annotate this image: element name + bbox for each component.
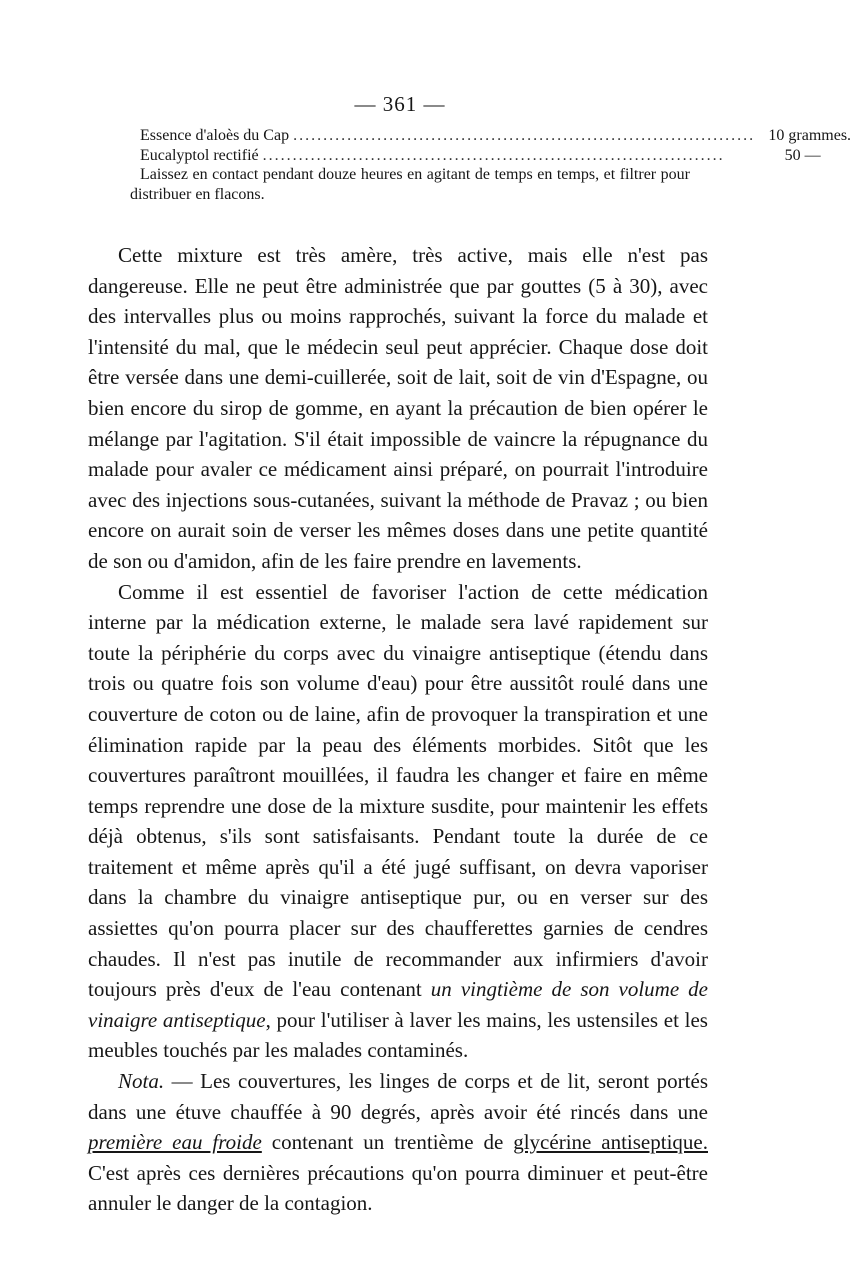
paragraph: Cette mixture est très amère, très active, mais elle n'est pas dangereuse. Elle ne peut être administrée que par gouttes (5 à 30), avec des intervalles plus ou moins rapprochés, suivant la force du malade et l'intensité du mal, que le médecin seul peut apprécier. Chaque dose doit être versée dans une demi-cuillerée, soit de lait, soit de vin d'Espagne, ou bien encore du sirop de gomme, en ayant la précaution de bien opérer le mélange par l'agitation. S'il était impossible de vaincre la répugnance du malade pour avaler ce médicament ainsi préparé, on pourrait l'introduire avec des injections sous-cutanées, suivant la méthode de Pravaz ; ou bien encore on aurait soin de verser les mêmes doses dans une petite quantité de son ou d'amidon, afin de les faire prendre en lavements. (88, 243, 708, 573)
italic-phrase: première eau froide (88, 1130, 262, 1155)
nota-paragraph (88, 1066, 708, 1219)
paragraph (88, 577, 708, 1067)
paragraph-text: contenant un trentième de (261, 1130, 514, 1155)
recipe-block (130, 126, 851, 204)
paragraph-text: C'est après ces dernières précautions qu'on pourra diminuer et peut-être annuler le danger de la contagion. (88, 1160, 708, 1216)
recipe-item-name: Eucalyptol rectifié (140, 146, 259, 164)
nota-label: Nota. (118, 1069, 165, 1094)
leader-dots: ............................................................................. (262, 146, 725, 164)
underlined-phrase: glycérine antiseptique. (513, 1130, 708, 1155)
italic-phrase: un vingtième de son volume de vinaigre antiseptique (88, 977, 709, 1032)
paragraph-text: — Les couvertures, les linges de corps et de lit, seront portés dans une étuve chauffée à 90 degrés, après avoir été rincés dans une (88, 1069, 708, 1124)
recipe-item (130, 126, 851, 146)
recipe-item-name: Essence d'aloès du Cap (140, 127, 290, 144)
paragraph-text: , pour l'utiliser à laver les mains, les ustensiles et les meubles touchés par les malades contaminés. (88, 1007, 708, 1063)
body-text (88, 240, 708, 1219)
recipe-instruction: Laissez en contact pendant douze heures en agitant de temps en temps, et filtrer pour distribuer en flacons. (130, 166, 690, 203)
page-number: — 361 — (354, 92, 446, 116)
leader-dots: ............................................................................. (293, 127, 756, 144)
paragraph-text: Comme il est essentiel de favoriser l'action de cette médication interne par la médication externe, le malade sera lavé rapidement sur toute la périphérie du corps avec du vinaigre antiseptique (étendu dans trois ou quatre fois son volume d'eau) pour être aussitôt roulé dans une couverture de coton ou de laine, afin de provoquer la transpiration et une élimination rapide par la peau des éléments morbides. Sitôt que les couvertures paraîtront mouillées, il faudra les changer et faire en même temps reprendre une dose de la mixture susdite, pour maintenir les effets déjà obtenus, s'ils sont satisfaisants. Pendant toute la durée de ce traitement et même après qu'il a été jugé suffisant, on devra vaporiser dans la chambre du vinaigre antiseptique pur, ou en verser sur des assiettes qu'on pourra placer sur des chaufferettes garnies de cendres chaudes. Il n'est pas inutile de recommander aux infirmiers d'avoir toujours près d'eux de l'eau contenant (88, 579, 708, 1002)
recipe-item-quantity: 50 — (784, 146, 821, 164)
recipe-item (130, 146, 821, 166)
recipe-item-quantity: 10 grammes. (768, 127, 851, 144)
